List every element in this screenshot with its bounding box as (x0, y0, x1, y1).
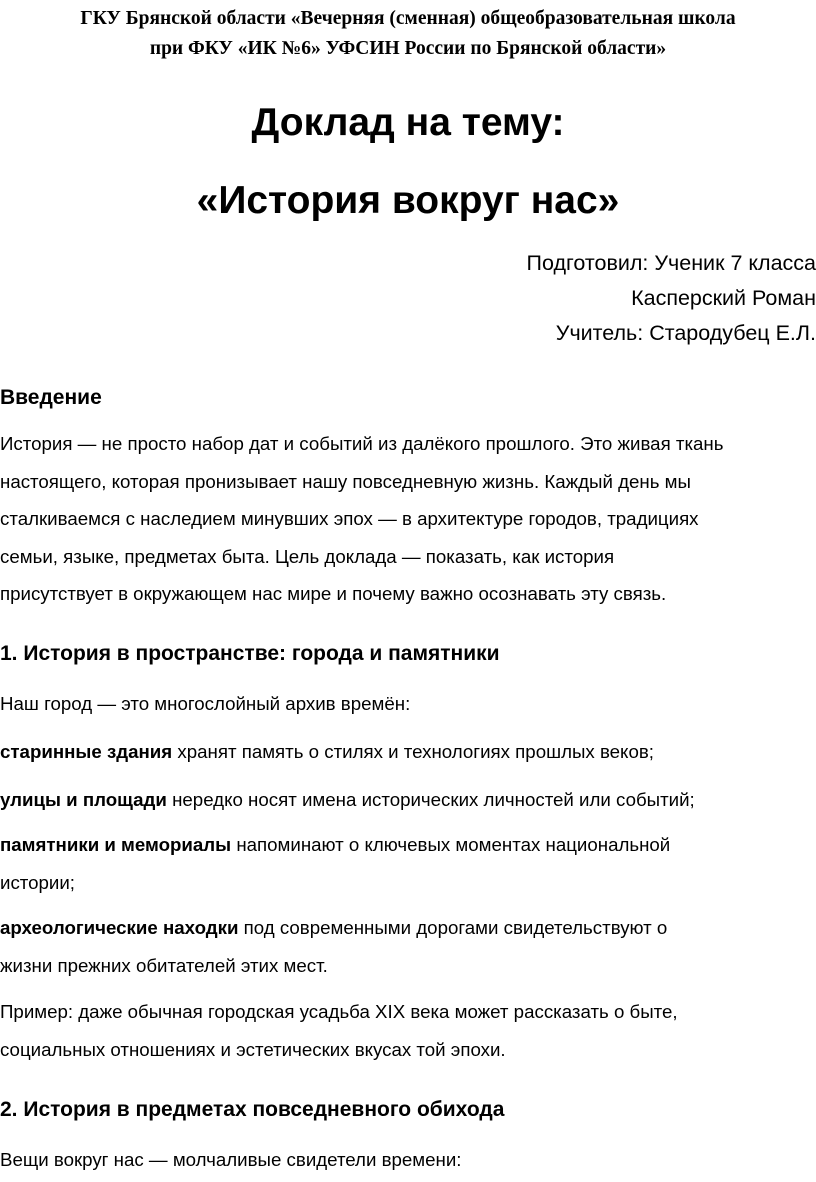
section-1-heading: 1. История в пространстве: города и памятники (0, 642, 500, 665)
author-name: Касперский Роман (631, 286, 816, 310)
intro-paragraph (0, 425, 816, 613)
section-2 (0, 1096, 816, 1124)
example-line: социальных отношениях и эстетических вкусах той эпохи. (0, 1038, 506, 1060)
item-term: археологические находки (0, 917, 239, 938)
section-1-item (0, 733, 816, 771)
intro-section (0, 384, 816, 412)
intro-line: сталкиваемся с наследием минувших эпох — в архитектуре городов, традициях (0, 508, 699, 529)
section-1-item (0, 781, 816, 819)
section-2-body (0, 1141, 816, 1179)
intro-line: История — не просто набор дат и событий из далёкого прошлого. Это живая ткань (0, 433, 724, 454)
institution-line-1: ГКУ Брянской области «Вечерняя (сменная) общеобразовательная школа (80, 8, 736, 29)
item-term: старинные здания (0, 741, 173, 762)
institution-header (0, 4, 816, 64)
author-block (0, 246, 816, 351)
section-2-heading: 2. История в предметах повседневного обихода (0, 1098, 505, 1121)
item-continuation: жизни прежних обитателей этих мест. (0, 954, 328, 976)
example-line: Пример: даже обычная городская усадьба XIX века может рассказать о быте, (0, 1001, 678, 1022)
institution-line-2: при ФКУ «ИК №6» УФСИН России по Брянской области» (149, 38, 667, 59)
intro-line: присутствует в окружающем нас мире и почему важно осознавать эту связь. (0, 583, 667, 604)
intro-line: настоящего, которая пронизывает нашу повседневную жизнь. Каждый день мы (0, 470, 691, 492)
item-term: памятники и мемориалы (0, 834, 232, 855)
intro-heading: Введение (0, 386, 102, 409)
section-1 (0, 640, 816, 668)
section-1-body (0, 685, 816, 723)
item-continuation: истории; (0, 871, 75, 893)
teacher-name: Учитель: Стародубец Е.Л. (555, 321, 816, 345)
section-1-item (0, 909, 816, 984)
item-text: нередко носят имена исторических личностей или событий; (166, 789, 695, 810)
section-1-item (0, 826, 816, 901)
item-text: напоминают о ключевых моментах национальной (231, 834, 671, 855)
prepared-by: Подготовил: Ученик 7 класса (526, 251, 816, 275)
intro-line: семьи, языке, предметах быта. Цель доклада — показать, как история (0, 545, 615, 567)
item-text: хранят память о стилях и технологиях прошлых веков; (172, 741, 654, 762)
section-1-lead: Наш город — это многослойный архив времён: (0, 693, 411, 714)
item-text: под современными дорогами свидетельствуют о (238, 917, 668, 938)
report-title-line-1: Доклад на тему: (251, 101, 565, 144)
section-2-lead: Вещи вокруг нас — молчаливые свидетели времени: (0, 1149, 462, 1170)
report-title-line-2: «История вокруг нас» (196, 179, 620, 222)
item-term: улицы и площади (0, 789, 167, 810)
section-1-example (0, 993, 816, 1068)
